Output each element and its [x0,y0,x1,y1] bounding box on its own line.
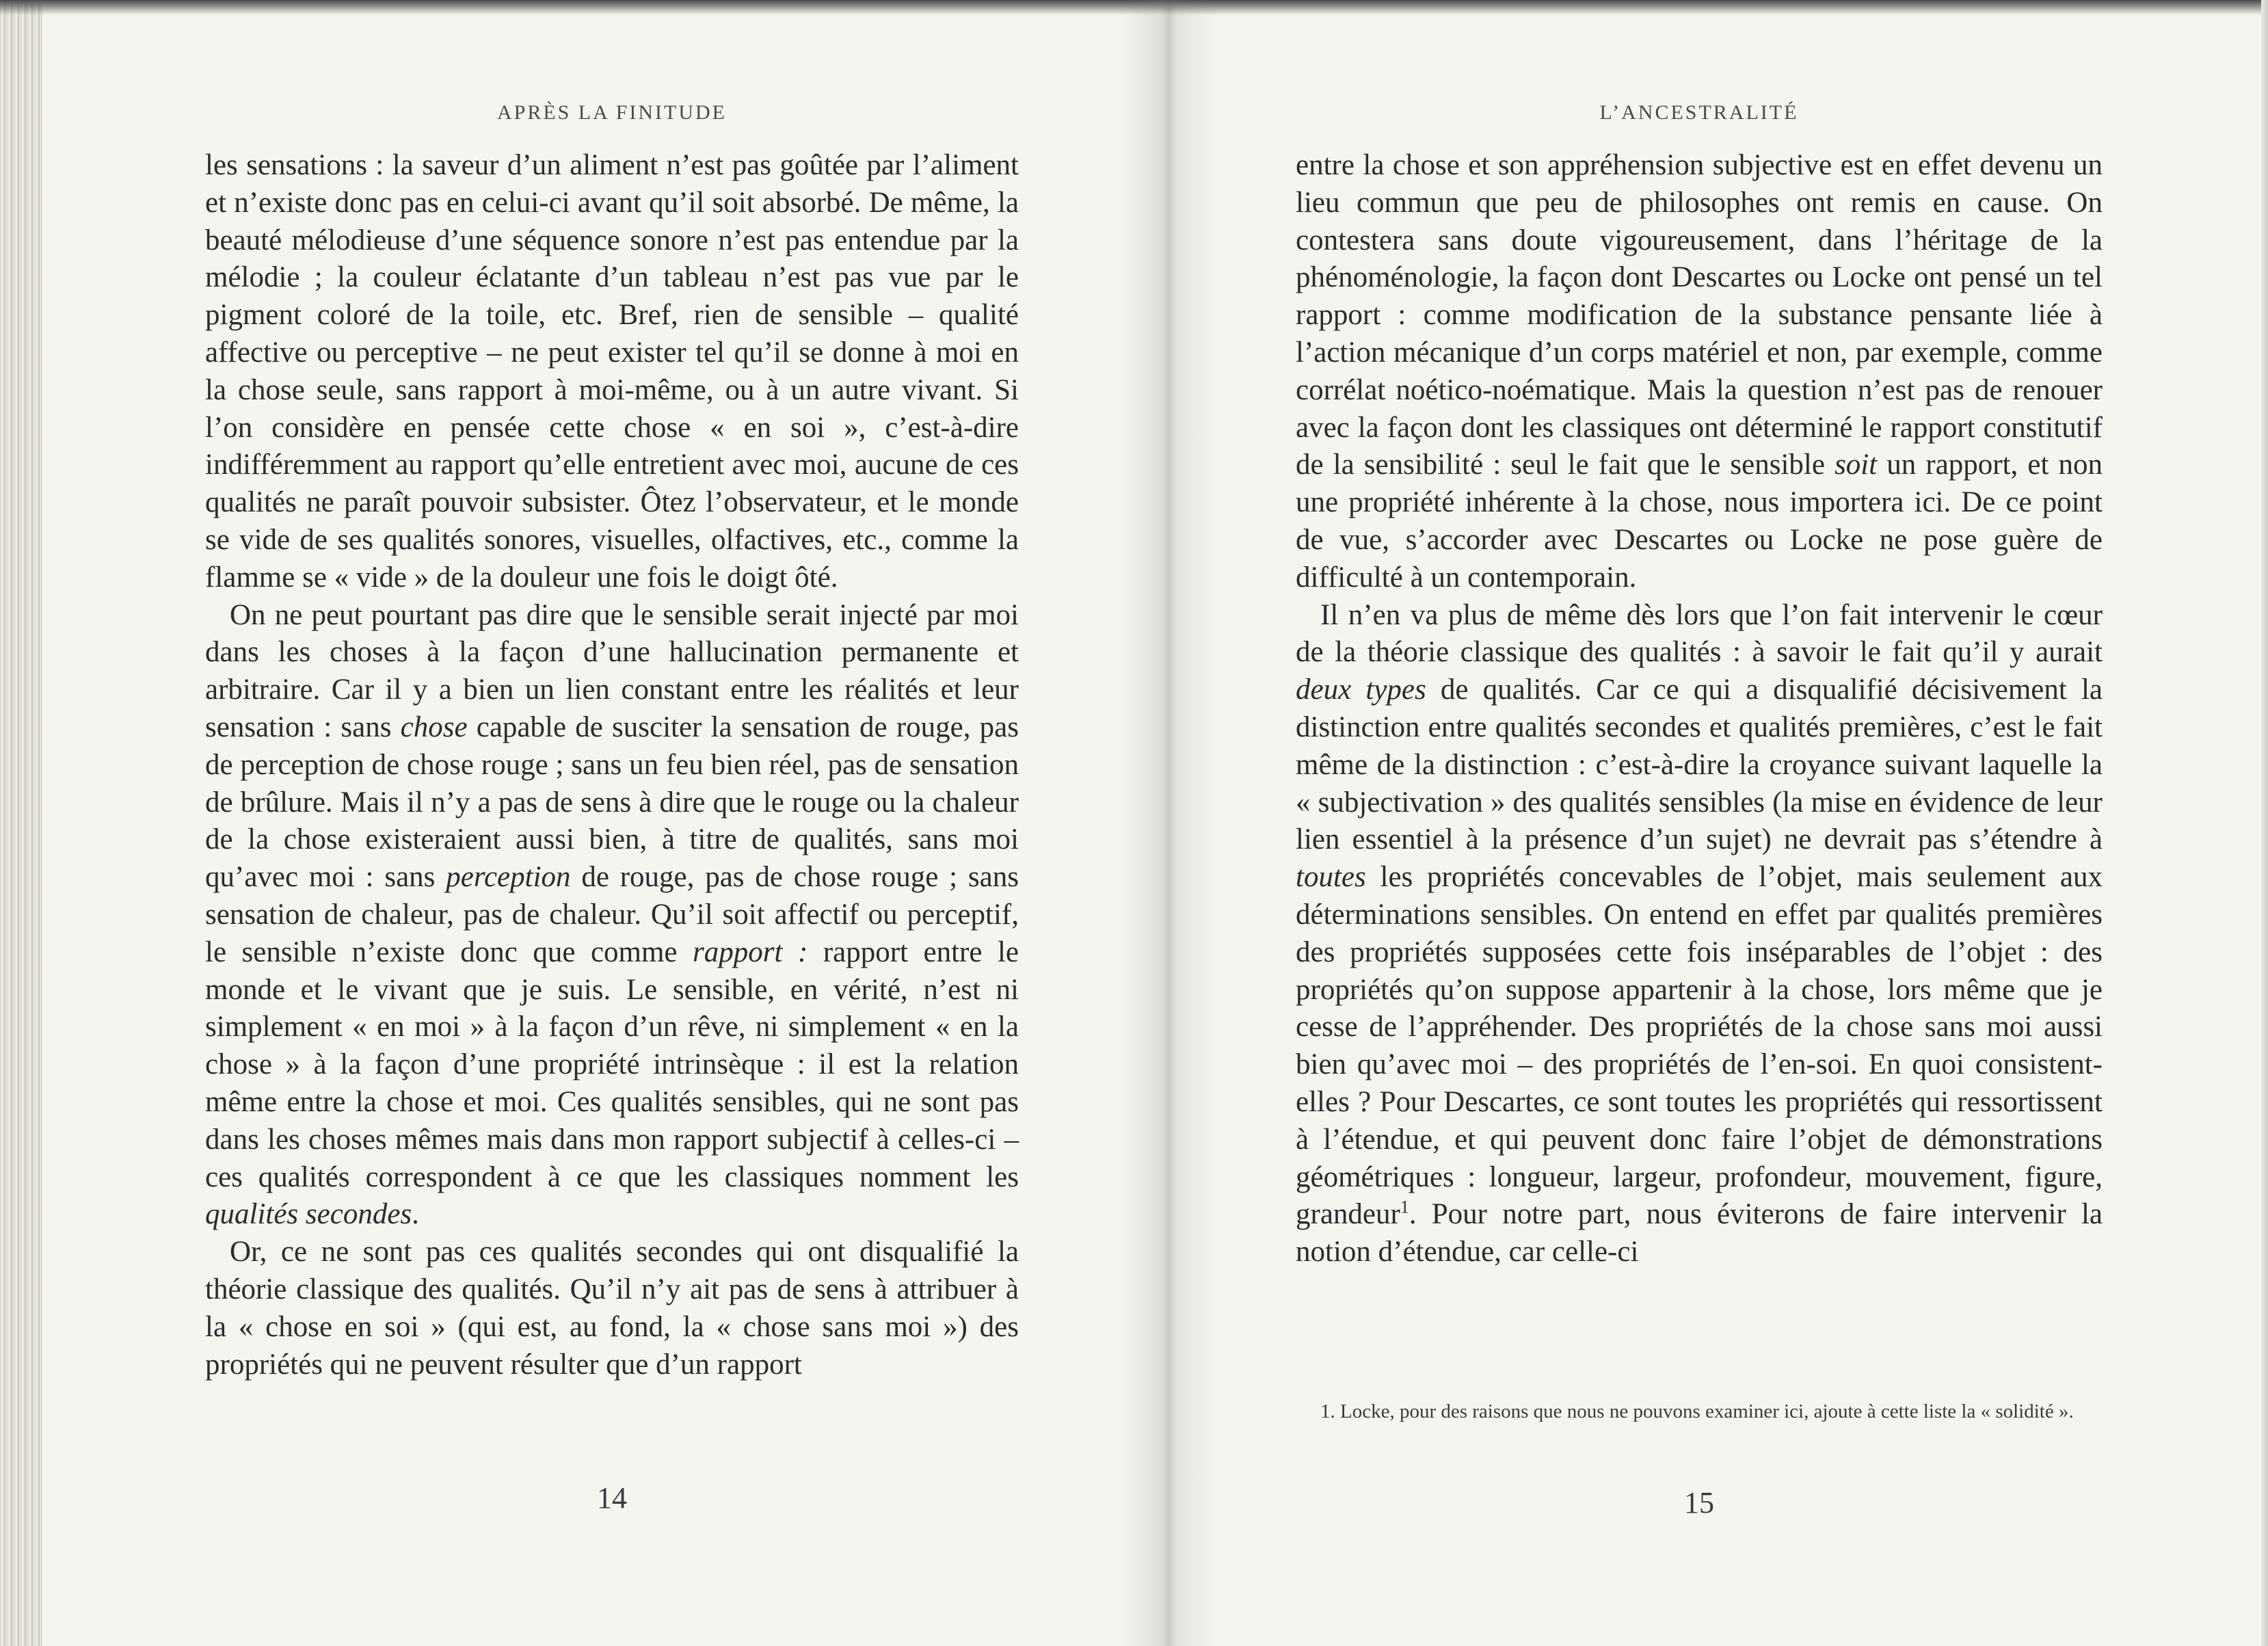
footnote [1296,1398,2103,1424]
italic-run: toutes [1296,861,1366,894]
italic-run: chose [400,711,468,743]
text-run: Or, ce ne sont pas ces qualités secondes qui ont disqualifié la théorie classique des qualités. Qu’il n’y ait pas de sens à attribuer à la « chose en soi » (qui est, au fond, la « chose sans moi ») des propriétés qui ne peuvent résulter que d’un rapport [205,1236,1019,1381]
left-page [205,0,1019,1646]
text-run: les propriétés concevables de l’objet, mais seulement aux déterminations sensibles. On entend en effet par qualités premières des propriétés supposées cette fois inséparables de l’objet : des propriétés qu’on suppose appartenir à la chose, lors même que je cesse de l’appréhender. Des propriétés de la chose sans moi aussi bien qu’avec moi – des propriétés de l’en-soi. En quoi consistent-elles ? Pour Descartes, ce sont toutes les propriétés qui ressortissent à l’étendue, et qui peuvent donc faire l’objet de démonstrations géométriques : longueur, largeur, profondeur, mouvement, figure, grandeur [1296,861,2103,1231]
running-header: APRÈS LA FINITUDE [496,101,727,124]
text-run: capable de susciter la sensation de rouge, pas de perception de chose rouge ; sans un feu bien réel, pas de sensation de brûlure. Mais il n’y a pas de sens à dire que le rouge ou la chaleur de la chose existeraient aussi bien, à titre de qualités, sans moi qu’avec moi : sans [205,711,1019,894]
text-run: entre la chose et son appréhension subjective est en effet devenu un lieu commun que peu de philosophes ont remis en cause. On contestera sans doute vigoureusement, dans l’héritage de la phénoménologie, la façon dont Descartes ou Locke ont pensé un tel rapport : comme modification de la substance pensante liée à l’action mécanique d’un corps matériel et non, par exemple, comme corrélat noético-noématique. Mais la question n’est pas de renouer avec la façon dont les classiques ont déterminé le rapport constitutif de la sensibilité : seul le fait que le sensible [1296,149,2103,481]
text-run: les sensations : la saveur d’un aliment n’est pas goûtée par l’aliment et n’existe donc pas en celui-ci avant qu’il soit absorbé. De même, la beauté mélodieuse d’une séquence sonore n’est pas entendue par la mélodie ; la couleur éclatante d’un tableau n’est pas vue par le pigment coloré de la toile, etc. Bref, rien de sensible – qualité affective ou perceptive – ne peut exister tel qu’il se donne à moi en la chose seule, sans rapport à moi-même, ou à un autre vivant. Si l’on considère en pensée cette chose « en soi », c’est-à-dire indifféremment au rapport qu’elle entretient avec moi, aucune de ces qualités ne paraît pouvoir subsister. Ôtez l’observateur, et le monde se vide de ses qualités sonores, visuelles, olfactives, etc., comme la flamme se « vide » de la douleur une fois le doigt ôté. [205,149,1019,594]
text-run: rapport entre le monde et le vivant que je suis. Le sensible, en vérité, n’est ni simplement « en moi » à la façon d’un rêve, ni simplement « en la chose » à la façon d’une propriété intrinsèque : il est la relation même entre la chose et moi. Ces qualités sensibles, qui ne sont pas dans les choses mêmes mais dans mon rapport subjectif à celles-ci – ces qualités correspondent à ce que les classiques nomment les [205,935,1019,1193]
body-text [1296,147,2103,1271]
right-page [1296,0,2103,1646]
right-edge [2261,0,2268,1646]
book-gutter [1121,0,1217,1646]
page-number: 14 [597,1481,627,1515]
footnote-ref: 1 [1400,1197,1409,1217]
paragraph [205,1234,1019,1383]
text-run: un rapport, et non une propriété inhérente à la chose, nous importera ici. De ce point de vue, s’accorder avec Descartes ou Locke ne pose guère de difficulté à un contemporain. [1296,449,2103,594]
paragraph [205,597,1019,1234]
page-stack-edge [0,0,42,1646]
page-number: 15 [1684,1486,1714,1519]
paragraph [1296,147,2103,597]
italic-run: perception [446,861,571,894]
text-run: de qualités. Car ce qui a disqualifié décisivement la distinction entre qualités secondes et qualités premières, c’est le fait même de la distinction : c’est-à-dire la croyance suivant laquelle la « subjectivation » des qualités sensibles (la mise en évidence de leur lien essentiel à la présence d’un sujet) ne devrait pas s’étendre à [1296,674,2103,856]
text-run: de rouge, pas de chose rouge ; sans sensation de chaleur, pas de chaleur. Qu’il soit affectif ou perceptif, le sensible n’existe donc que comme [205,861,1019,968]
paragraph [205,147,1019,597]
footnote-text: 1. Locke, pour des raisons que nous ne pouvons examiner ici, ajoute à cette liste la « solidité ». [1320,1401,2074,1422]
body-text [205,147,1019,1383]
text-run: . Pour notre part, nous éviterons de faire intervenir la notion d’étendue, car celle-ci [1296,1198,2103,1269]
paragraph [1296,597,2103,1271]
running-header: L’ANCESTRALITÉ [1599,101,1799,124]
italic-run: rapport : [693,935,808,968]
text-run: On ne peut pourtant pas dire que le sensible serait injecté par moi dans les choses à la façon d’une hallucination permanente et arbitraire. Car il y a bien un lien constant entre les réalités et leur sensation : sans [205,598,1019,743]
text-run: Il n’en va plus de même dès lors que l’on fait intervenir le cœur de la théorie classique des qualités : à savoir le fait qu’il y aurait [1296,598,2103,669]
italic-run: soit [1835,449,1878,481]
italic-run: qualités secondes [205,1198,412,1231]
italic-run: deux types [1296,674,1426,706]
text-run: . [412,1198,419,1231]
